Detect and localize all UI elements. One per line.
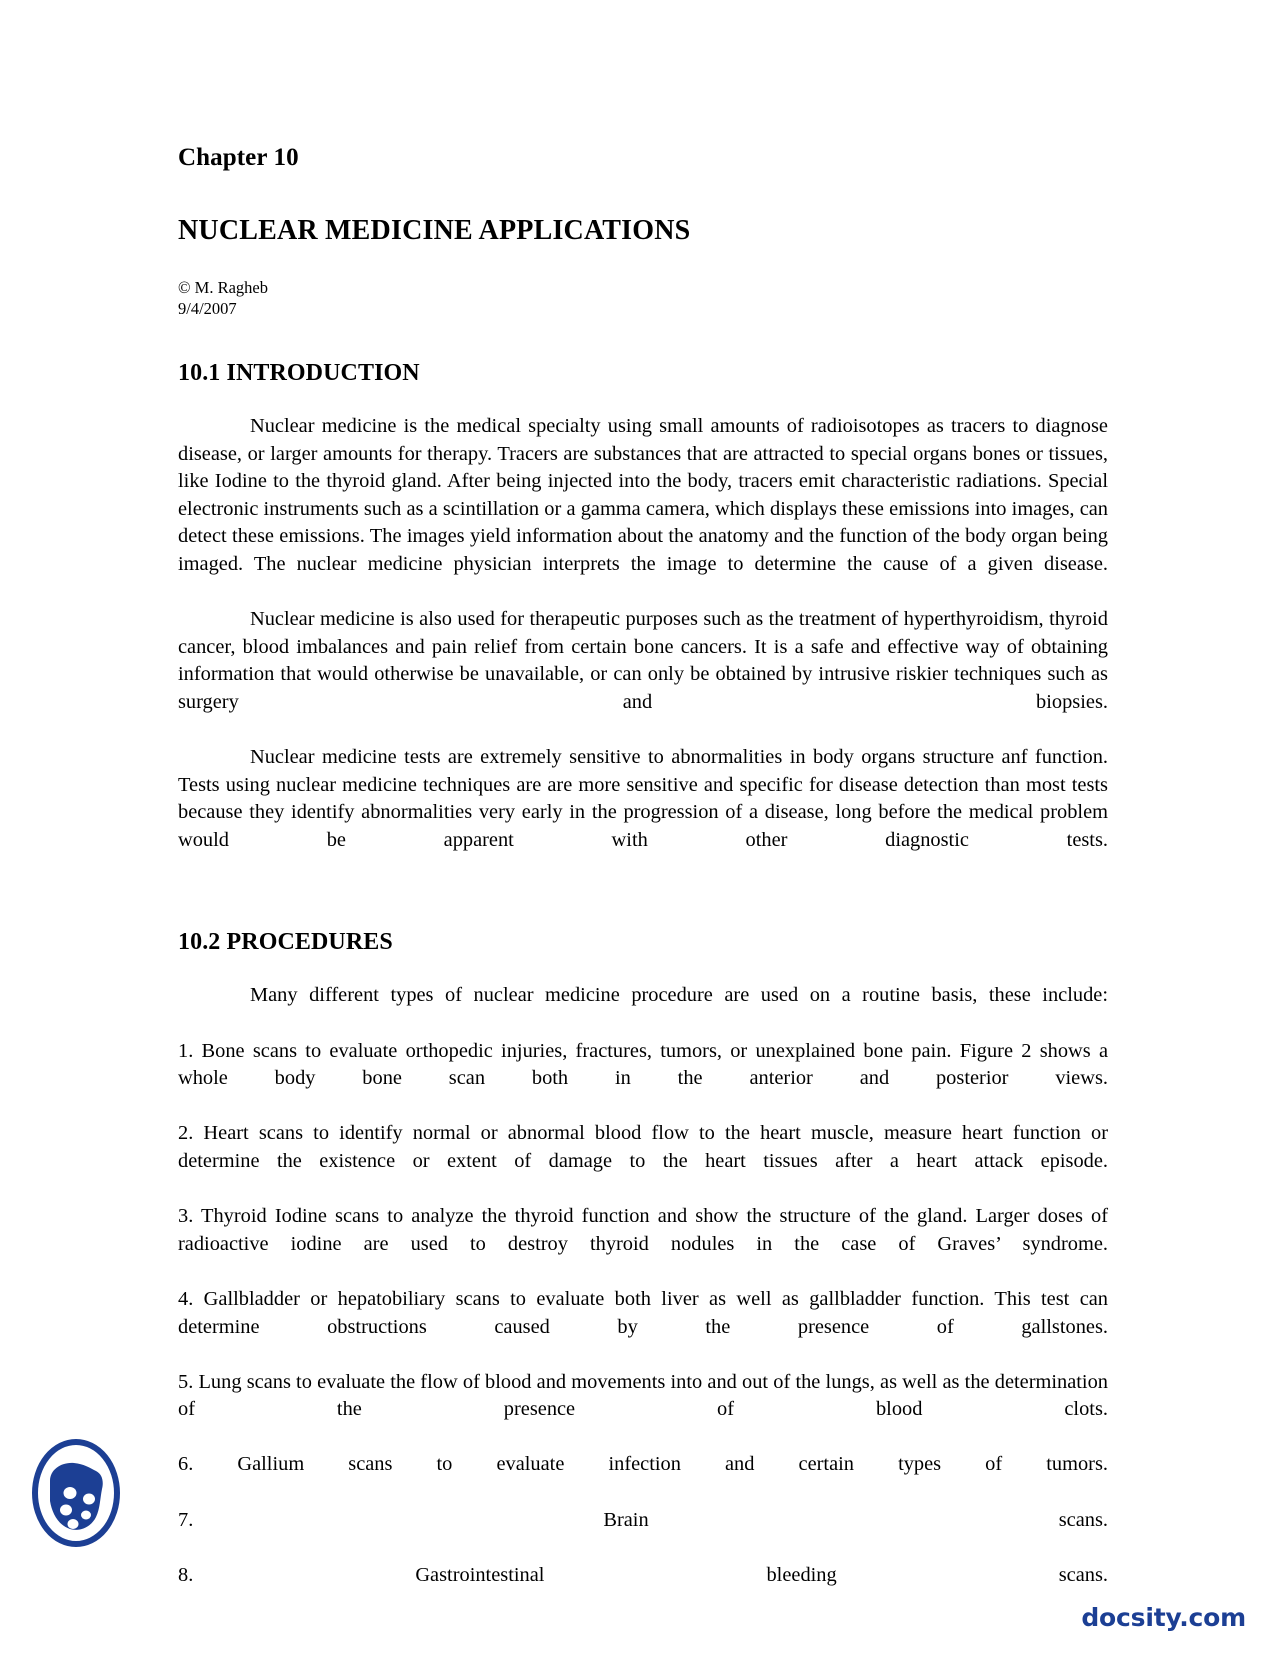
list-item: 3. Thyroid Iodine scans to analyze the thyroid function and show the structure of the gland. Larger doses of radioactive iodine are used to destroy thyroid nodules in the case of Graves’ syndrome. (178, 1205, 1108, 1255)
paragraph: Nuclear medicine is the medical specialty using small amounts of radioisotopes as tracers to diagnose disease, or larger amounts for therapy. Tracers are substances that are attracted to special organs bones or tissues, like Iodine to the thyroid gland. After being injected into the body, tracers emit characteristic radiations. Special electronic instruments such as a scintillation or a gamma camera, which displays these emissions into images, can detect these emissions. The images yield information about the anatomy and the function of the body organ being imaged. The nuclear medicine physician interprets the image to determine the cause of a given disease. (178, 414, 1108, 575)
list-item: 4. Gallbladder or hepatobiliary scans to evaluate both liver as well as gallbladder function. This test can determine obstructions caused by the presence of gallstones. (178, 1287, 1108, 1338)
paragraph: Nuclear medicine tests are extremely sensitive to abnormalities in body organs structure anf function. Tests using nuclear medicine techniques are are more sensitive and specific for disease detection than most tests because they identify abnormalities very early in the progression of a disease, long before the medical problem would be apparent with other diagnostic tests. (178, 746, 1108, 851)
introduction-text (178, 386, 1108, 882)
list-item: 1. Bone scans to evaluate orthopedic injuries, fractures, tumors, or unexplained bone pain. Figure 2 shows a whole body bone scan both in the anterior and posterior views. (178, 1039, 1108, 1090)
list-item: 2. Heart scans to identify normal or abnormal blood flow to the heart muscle, measure heart function or determine the existence or extent of damage to the heart tissues after a heart attack episode. (178, 1122, 1108, 1172)
docsity-watermark: docsity.com (1081, 1603, 1246, 1632)
list-item: 7. Brain scans. (178, 1508, 1108, 1531)
list-item: 5. Lung scans to evaluate the flow of blood and movements into and out of the lungs, as well as the determination of the presence of blood clots. (178, 1370, 1108, 1421)
page-title: NUCLEAR MEDICINE APPLICATIONS (178, 214, 691, 246)
paragraph: Nuclear medicine is also used for therapeutic purposes such as the treatment of hyperthyroidism, thyroid cancer, blood imbalances and pain relief from certain bone cancers. It is a safe and effective way of obtaining information that would otherwise be unavailable, or can only be obtained by intrusive riskier techniques such as surgery and biopsies. (178, 608, 1108, 713)
date-line: 9/4/2007 (178, 299, 237, 319)
author-line: © M. Ragheb (178, 278, 268, 298)
list-item: 8. Gastrointestinal bleeding scans. (178, 1563, 1108, 1586)
section-heading-introduction: 10.1 INTRODUCTION (178, 359, 420, 386)
procedures-lead-paragraph: Many different types of nuclear medicine procedure are used on a routine basis, these include: (250, 984, 1108, 1007)
chapter-label: Chapter 10 (178, 144, 299, 171)
list-item: 6. Gallium scans to evaluate infection and certain types of tumors. (178, 1453, 1108, 1476)
docsity-logo-icon (28, 1437, 124, 1549)
procedures-text (178, 955, 1108, 1617)
section-heading-procedures: 10.2 PROCEDURES (178, 929, 393, 955)
byline (178, 246, 1108, 319)
document-body (178, 0, 1108, 1617)
